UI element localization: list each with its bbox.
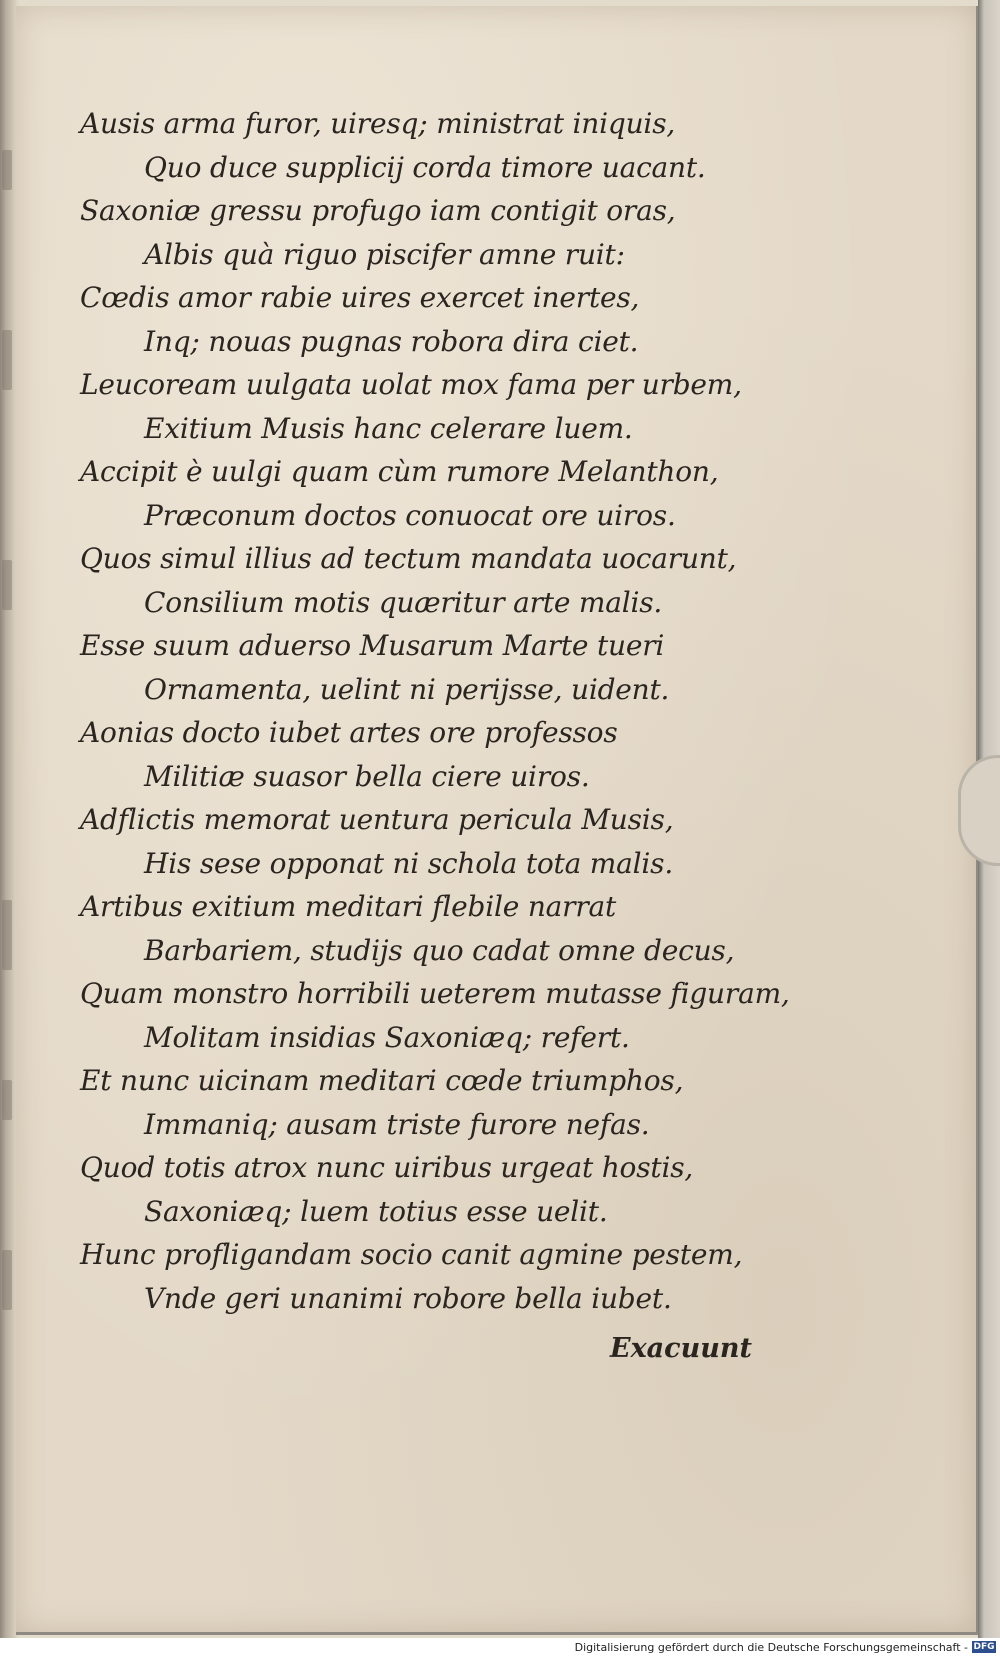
verse-line: Hunc profligandam socio canit agmine pestem, xyxy=(80,1238,743,1271)
verse-text-block xyxy=(80,102,790,1320)
verse-line: Quod totis atrox nunc uiribus urgeat hostis, xyxy=(80,1151,694,1184)
bleed-mark xyxy=(2,330,12,390)
verse-line: Præconum doctos conuocat ore uiros. xyxy=(144,498,676,532)
verse-line: Leucoream uulgata uolat mox fama per urbem, xyxy=(80,368,742,401)
verse-line: Vnde geri unanimi robore bella iubet. xyxy=(144,1281,672,1315)
verse-line: Esse suum aduerso Musarum Marte tueri xyxy=(80,629,665,662)
bleed-mark xyxy=(2,1080,12,1120)
verse-line: Quo duce supplicij corda timore uacant. xyxy=(144,150,706,184)
bleed-mark xyxy=(2,900,12,970)
verse-line: Et nunc uicinam meditari cœde triumphos, xyxy=(80,1064,684,1097)
verse-line: Consilium motis quæritur arte malis. xyxy=(144,585,663,619)
verse-line: Aonias docto iubet artes ore professos xyxy=(80,716,618,749)
verse-line: Quam monstro horribili ueterem mutasse figuram, xyxy=(80,977,790,1010)
verse-line: Molitam insidias Saxoniæq; refert. xyxy=(144,1020,630,1054)
verse-line: Artibus exitium meditari flebile narrat xyxy=(80,890,617,923)
bleed-mark xyxy=(2,150,12,190)
verse-line: Accipit è uulgi quam cùm rumore Melanthon, xyxy=(80,455,719,488)
verse-line: Inq; nouas pugnas robora dira ciet. xyxy=(144,324,639,358)
verse-line: Barbariem, studijs quo cadat omne decus, xyxy=(144,933,735,967)
dfg-logo: DFG xyxy=(973,1642,995,1652)
verse-line: Cœdis amor rabie uires exercet inertes, xyxy=(80,281,640,314)
verse-line: Militiæ suasor bella ciere uiros. xyxy=(144,759,590,793)
verse-line: Quos simul illius ad tectum mandata uocarunt, xyxy=(80,542,737,575)
verse-line: Ornamenta, uelint ni perijsse, uident. xyxy=(144,672,670,706)
verse-line: Adflictis memorat uentura pericula Musis, xyxy=(80,803,674,836)
binding-edge xyxy=(0,0,16,1638)
footer-credit: Digitalisierung gefördert durch die Deutsche Forschungsgemeinschaft - xyxy=(574,1641,968,1654)
verse-line: Saxoniæq; luem totius esse uelit. xyxy=(144,1194,608,1228)
verse-line: Exitium Musis hanc celerare luem. xyxy=(144,411,633,445)
verse-line: His sese opponat ni schola tota malis. xyxy=(144,846,674,880)
bleed-mark xyxy=(2,560,12,610)
verse-line: Ausis arma furor, uiresq; ministrat iniquis, xyxy=(80,107,676,140)
verse-line: Albis quà riguo piscifer amne ruit: xyxy=(144,237,625,271)
catchword: Exacuunt xyxy=(610,1333,752,1364)
bleed-mark xyxy=(2,1250,12,1310)
verse-line: Saxoniæ gressu profugo iam contigit oras, xyxy=(80,194,676,227)
verse-line: Immaniq; ausam triste furore nefas. xyxy=(144,1107,650,1141)
